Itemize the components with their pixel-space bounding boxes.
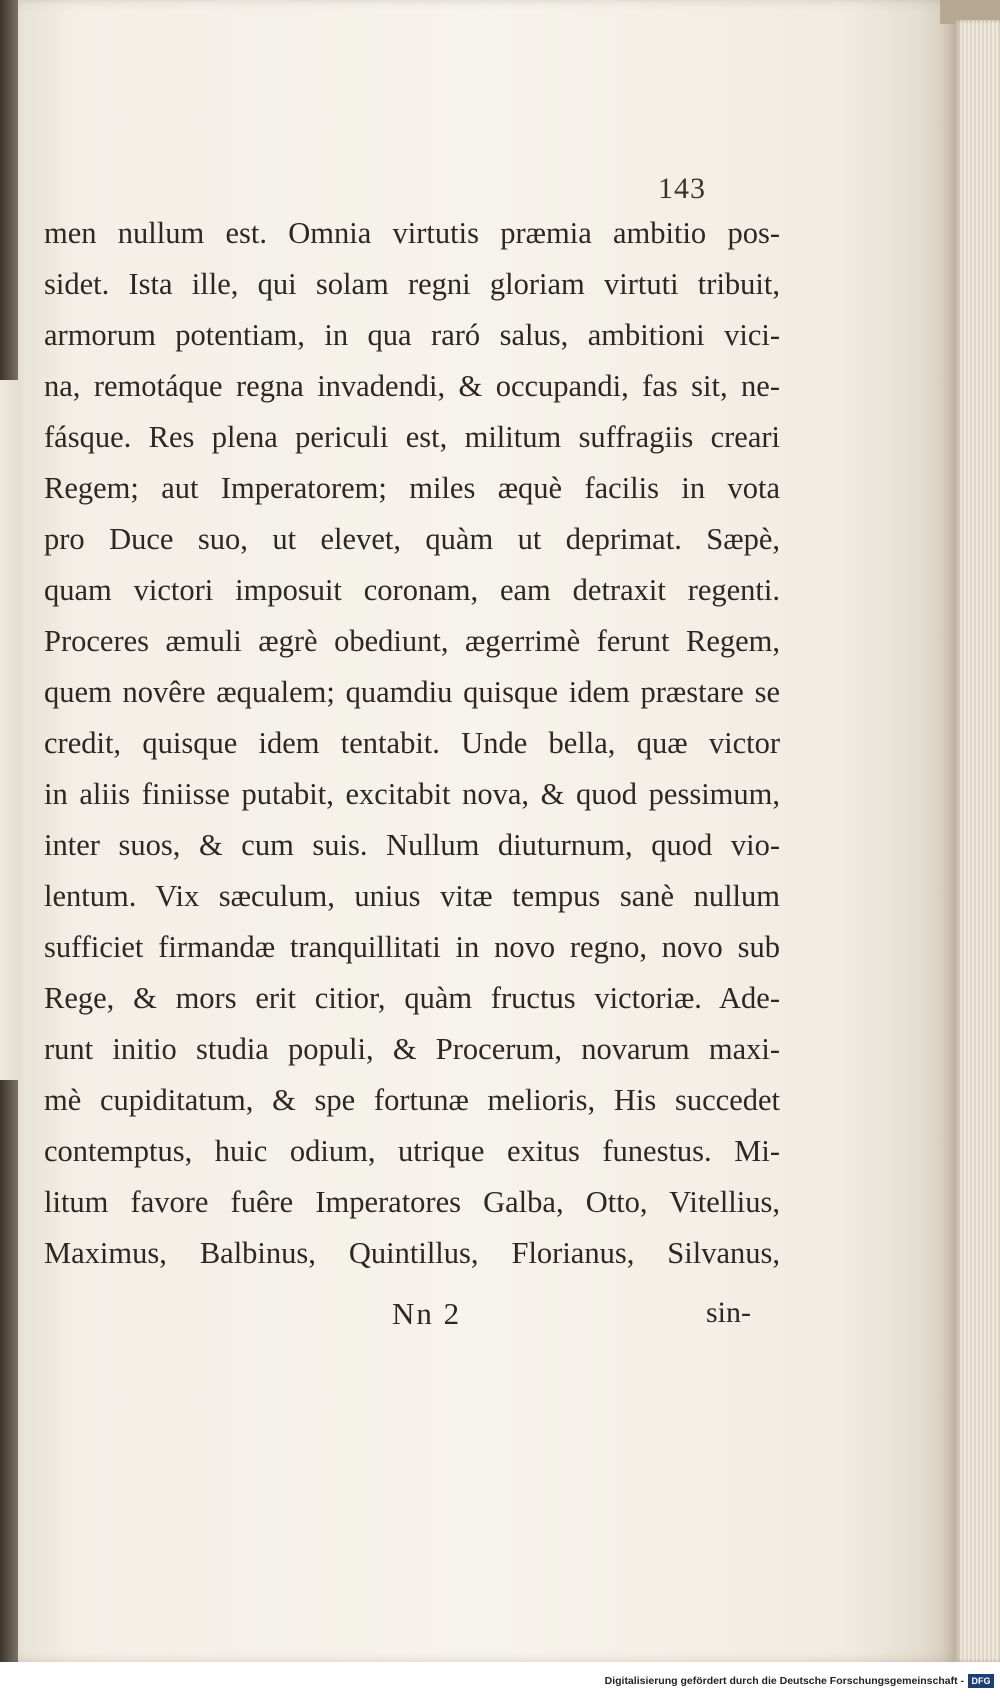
text-line: in aliis finiisse putabit, excitabit nova, & quod pessimum, <box>44 777 780 811</box>
text-line: inter suos, & cum suis. Nullum diuturnum, quod vio- <box>44 828 780 862</box>
adjacent-page-edge <box>0 380 18 1080</box>
text-line: lentum. Vix sæculum, unius vitæ tempus sanè nullum <box>44 879 780 913</box>
page-number: 143 <box>658 172 706 205</box>
signature-mark: Nn 2 <box>392 1296 462 1331</box>
text-line: Proceres æmuli ægrè obediunt, ægerrimè ferunt Regem, <box>44 624 780 658</box>
text-line: quem novêre æqualem; quamdiu quisque idem præstare se <box>44 675 780 709</box>
text-line: credit, quisque idem tentabit. Unde bella, quæ victor <box>44 726 780 760</box>
text-line: men nullum est. Omnia virtutis præmia ambitio pos- <box>44 216 780 250</box>
dfg-logo: DFG <box>968 1674 994 1688</box>
text-line: runt initio studia populi, & Procerum, novarum maxi- <box>44 1032 780 1066</box>
text-line: litum favore fuêre Imperatores Galba, Otto, Vitellius, <box>44 1185 780 1219</box>
text-line: sidet. Ista ille, qui solam regni gloriam virtuti tribuit, <box>44 267 780 301</box>
catchword: sin- <box>706 1296 751 1329</box>
text-line: Maximus, Balbinus, Quintillus, Florianus, Silvanus, <box>44 1236 780 1270</box>
text-line: contemptus, huic odium, utrique exitus funestus. Mi- <box>44 1134 780 1168</box>
digitization-credit: Digitalisierung gefördert durch die Deutsche Forschungsgemeinschaft - <box>604 1675 964 1687</box>
text-line: mè cupiditatum, & spe fortunæ melioris, His succedet <box>44 1083 780 1117</box>
text-line: quam victori imposuit coronam, eam detraxit regenti. <box>44 573 780 607</box>
page-fore-edge <box>956 20 1000 1662</box>
body-text <box>44 208 780 1279</box>
text-line: armorum potentiam, in qua raró salus, ambitioni vici- <box>44 318 780 352</box>
text-line: Rege, & mors erit citior, quàm fructus victoriæ. Ade- <box>44 981 780 1015</box>
text-line: na, remotáque regna invadendi, & occupandi, fas sit, ne- <box>44 369 780 403</box>
text-line: fásque. Res plena periculi est, militum suffragiis creari <box>44 420 780 454</box>
text-line: pro Duce suo, ut elevet, quàm ut deprimat. Sæpè, <box>44 522 780 556</box>
text-line: sufficiet firmandæ tranquillitati in novo regno, novo sub <box>44 930 780 964</box>
text-line: Regem; aut Imperatorem; miles æquè facilis in vota <box>44 471 780 505</box>
